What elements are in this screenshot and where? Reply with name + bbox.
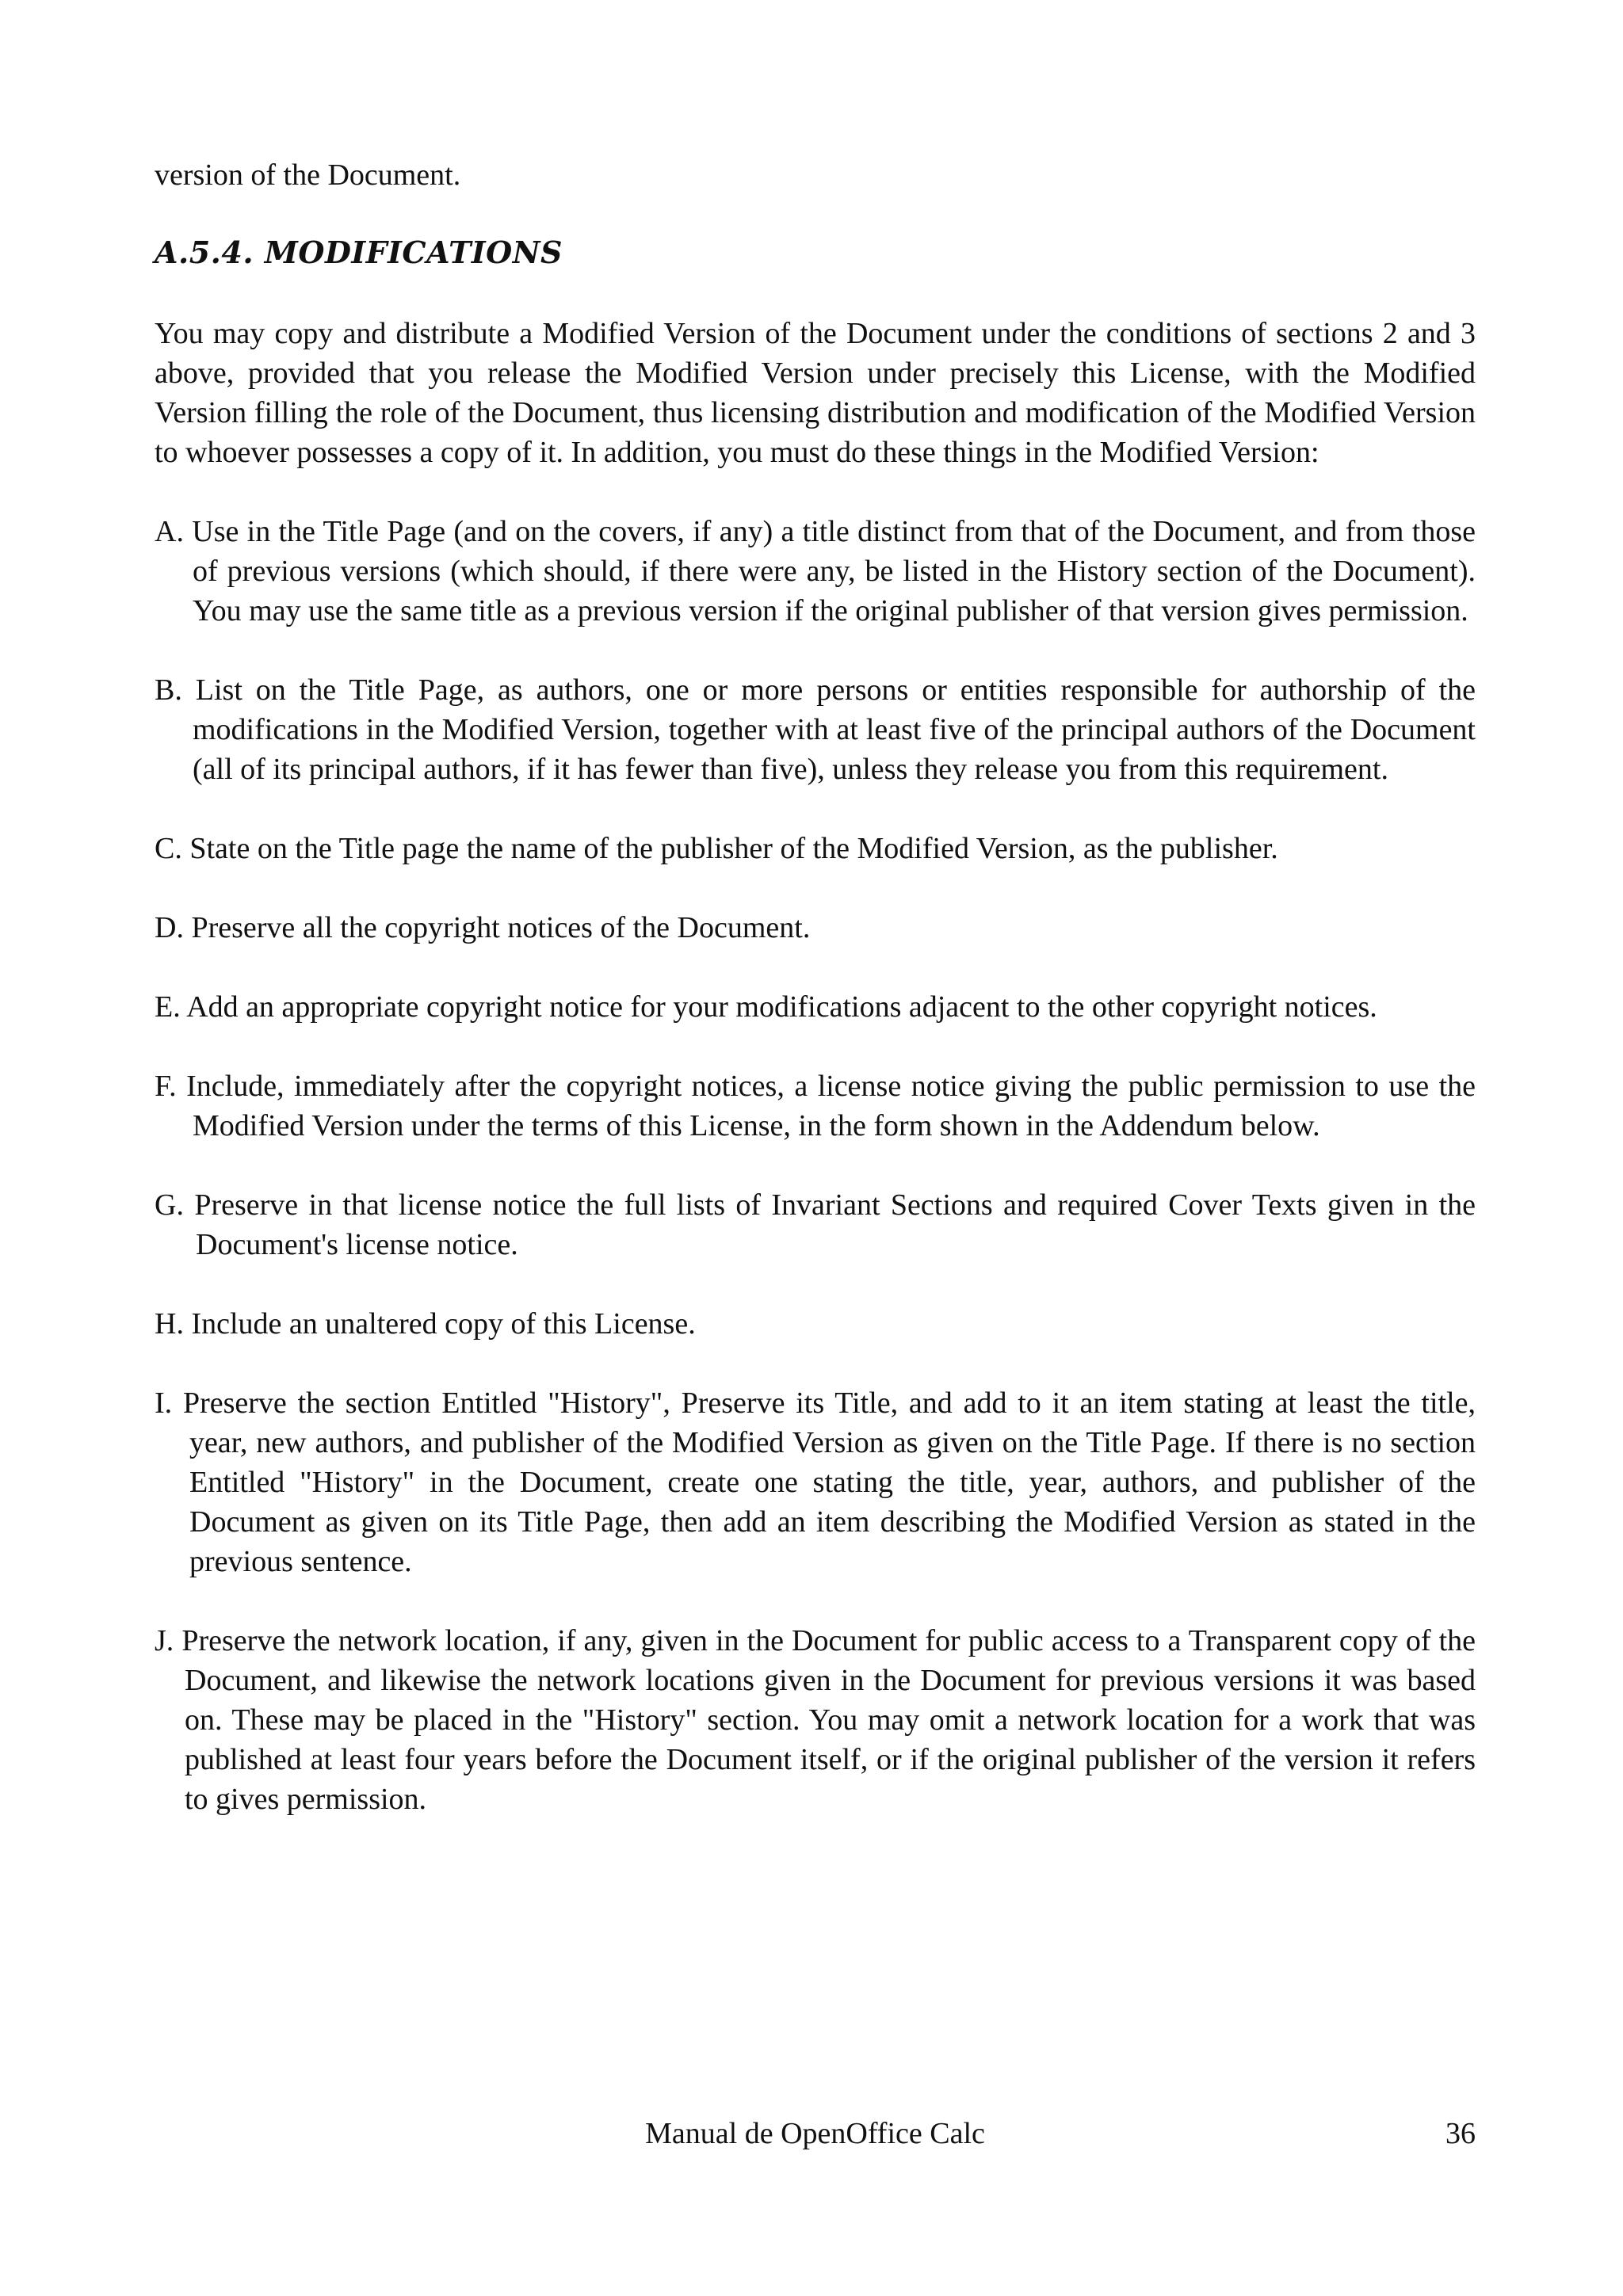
list-item-text: State on the Title page the name of the publisher of the Modified Version, as the publisher. (189, 832, 1278, 865)
intro-paragraph: You may copy and distribute a Modified Version of the Document under the conditions of sections 2 and 3 above, provided that you release the Modified Version under precisely this License, with the Modified Version filling the role of the Document, thus licensing distribution and modification of the Modified Version to whoever possesses a copy of it. In addition, you must do these things in the Modified Version: (155, 317, 1476, 469)
lead-text: version of the Document. (155, 158, 461, 192)
list-item-j (155, 1621, 1476, 1819)
list-item-text: List on the Title Page, as authors, one or more persons or entities responsible for authorship of the modifications in the Modified Version, together with at least five of the principal authors of the Document (all of its principal authors, if it has fewer than five), unless they release you from this requirement. (193, 673, 1476, 786)
list-item-text: Include an unaltered copy of this License. (191, 1307, 696, 1341)
list-item-letter: G. (155, 1188, 184, 1222)
list-item-text: Preserve all the copyright notices of the Document. (191, 911, 811, 944)
list-item-c (155, 829, 1476, 868)
list-item-text: Use in the Title Page (and on the covers, if any) a title distinct from that of the Document, and from those of previous versions (which should, if there were any, be listed in the History section of the Document). You may use the same title as a previous version if the original publisher of that version gives permission. (192, 515, 1476, 627)
list-item-i (155, 1383, 1476, 1581)
list-item-letter: C. (155, 832, 182, 865)
list-item-text: Preserve the network location, if any, given in the Document for public access to a Transparent copy of the Document, and likewise the network locations given in the Document for previous versions it was based on. These may be placed in the "History" section. You may omit a network location for a work that was published at least four years before the Document itself, or if the original publisher of the version it refers to gives permission. (181, 1624, 1476, 1816)
list-item-letter: I. (155, 1386, 173, 1420)
list-item-letter: F. (155, 1070, 177, 1103)
list-item-f (155, 1066, 1476, 1146)
list-item-letter: D. (155, 911, 184, 944)
list-item-b (155, 670, 1476, 789)
list-item-g (155, 1185, 1476, 1264)
list-item-text: Include, immediately after the copyright notices, a license notice giving the public permission to use the Modified Version under the terms of this License, in the form shown in the Addendum below. (186, 1070, 1476, 1142)
page-content (155, 155, 1476, 1859)
list-item-a (155, 512, 1476, 631)
list-item-letter: B. (155, 673, 182, 707)
list-item-h (155, 1304, 1476, 1344)
page-number: 36 (1445, 2117, 1476, 2150)
section-heading: A.5.4. MODIFICATIONS (155, 235, 563, 270)
list-item-text: Preserve the section Entitled "History", Preserve its Title, and add to it an item stating at least the title, year, new authors, and publisher of the Modified Version as given on the Title Page. If there is no section Entitled "History" in the Document, create one stating the title, year, authors, and publisher of the Document as given on its Title Page, then add an item describing the Modified Version as stated in the previous sentence. (182, 1386, 1476, 1578)
list-item-text: Preserve in that license notice the full lists of Invariant Sections and required Cover Texts given in the Document's license notice. (194, 1188, 1476, 1261)
footer-title: Manual de OpenOffice Calc (645, 2117, 985, 2150)
list-item-letter: H. (155, 1307, 184, 1341)
list-item-letter: E. (155, 990, 181, 1024)
page-footer (155, 2114, 1476, 2153)
list-item-letter: A. (155, 515, 184, 548)
list-item-letter: J. (155, 1624, 174, 1657)
list-item-text: Add an appropriate copyright notice for your modifications adjacent to the other copyright notices. (186, 990, 1377, 1024)
list-item-e (155, 987, 1476, 1027)
list-item-d (155, 908, 1476, 948)
